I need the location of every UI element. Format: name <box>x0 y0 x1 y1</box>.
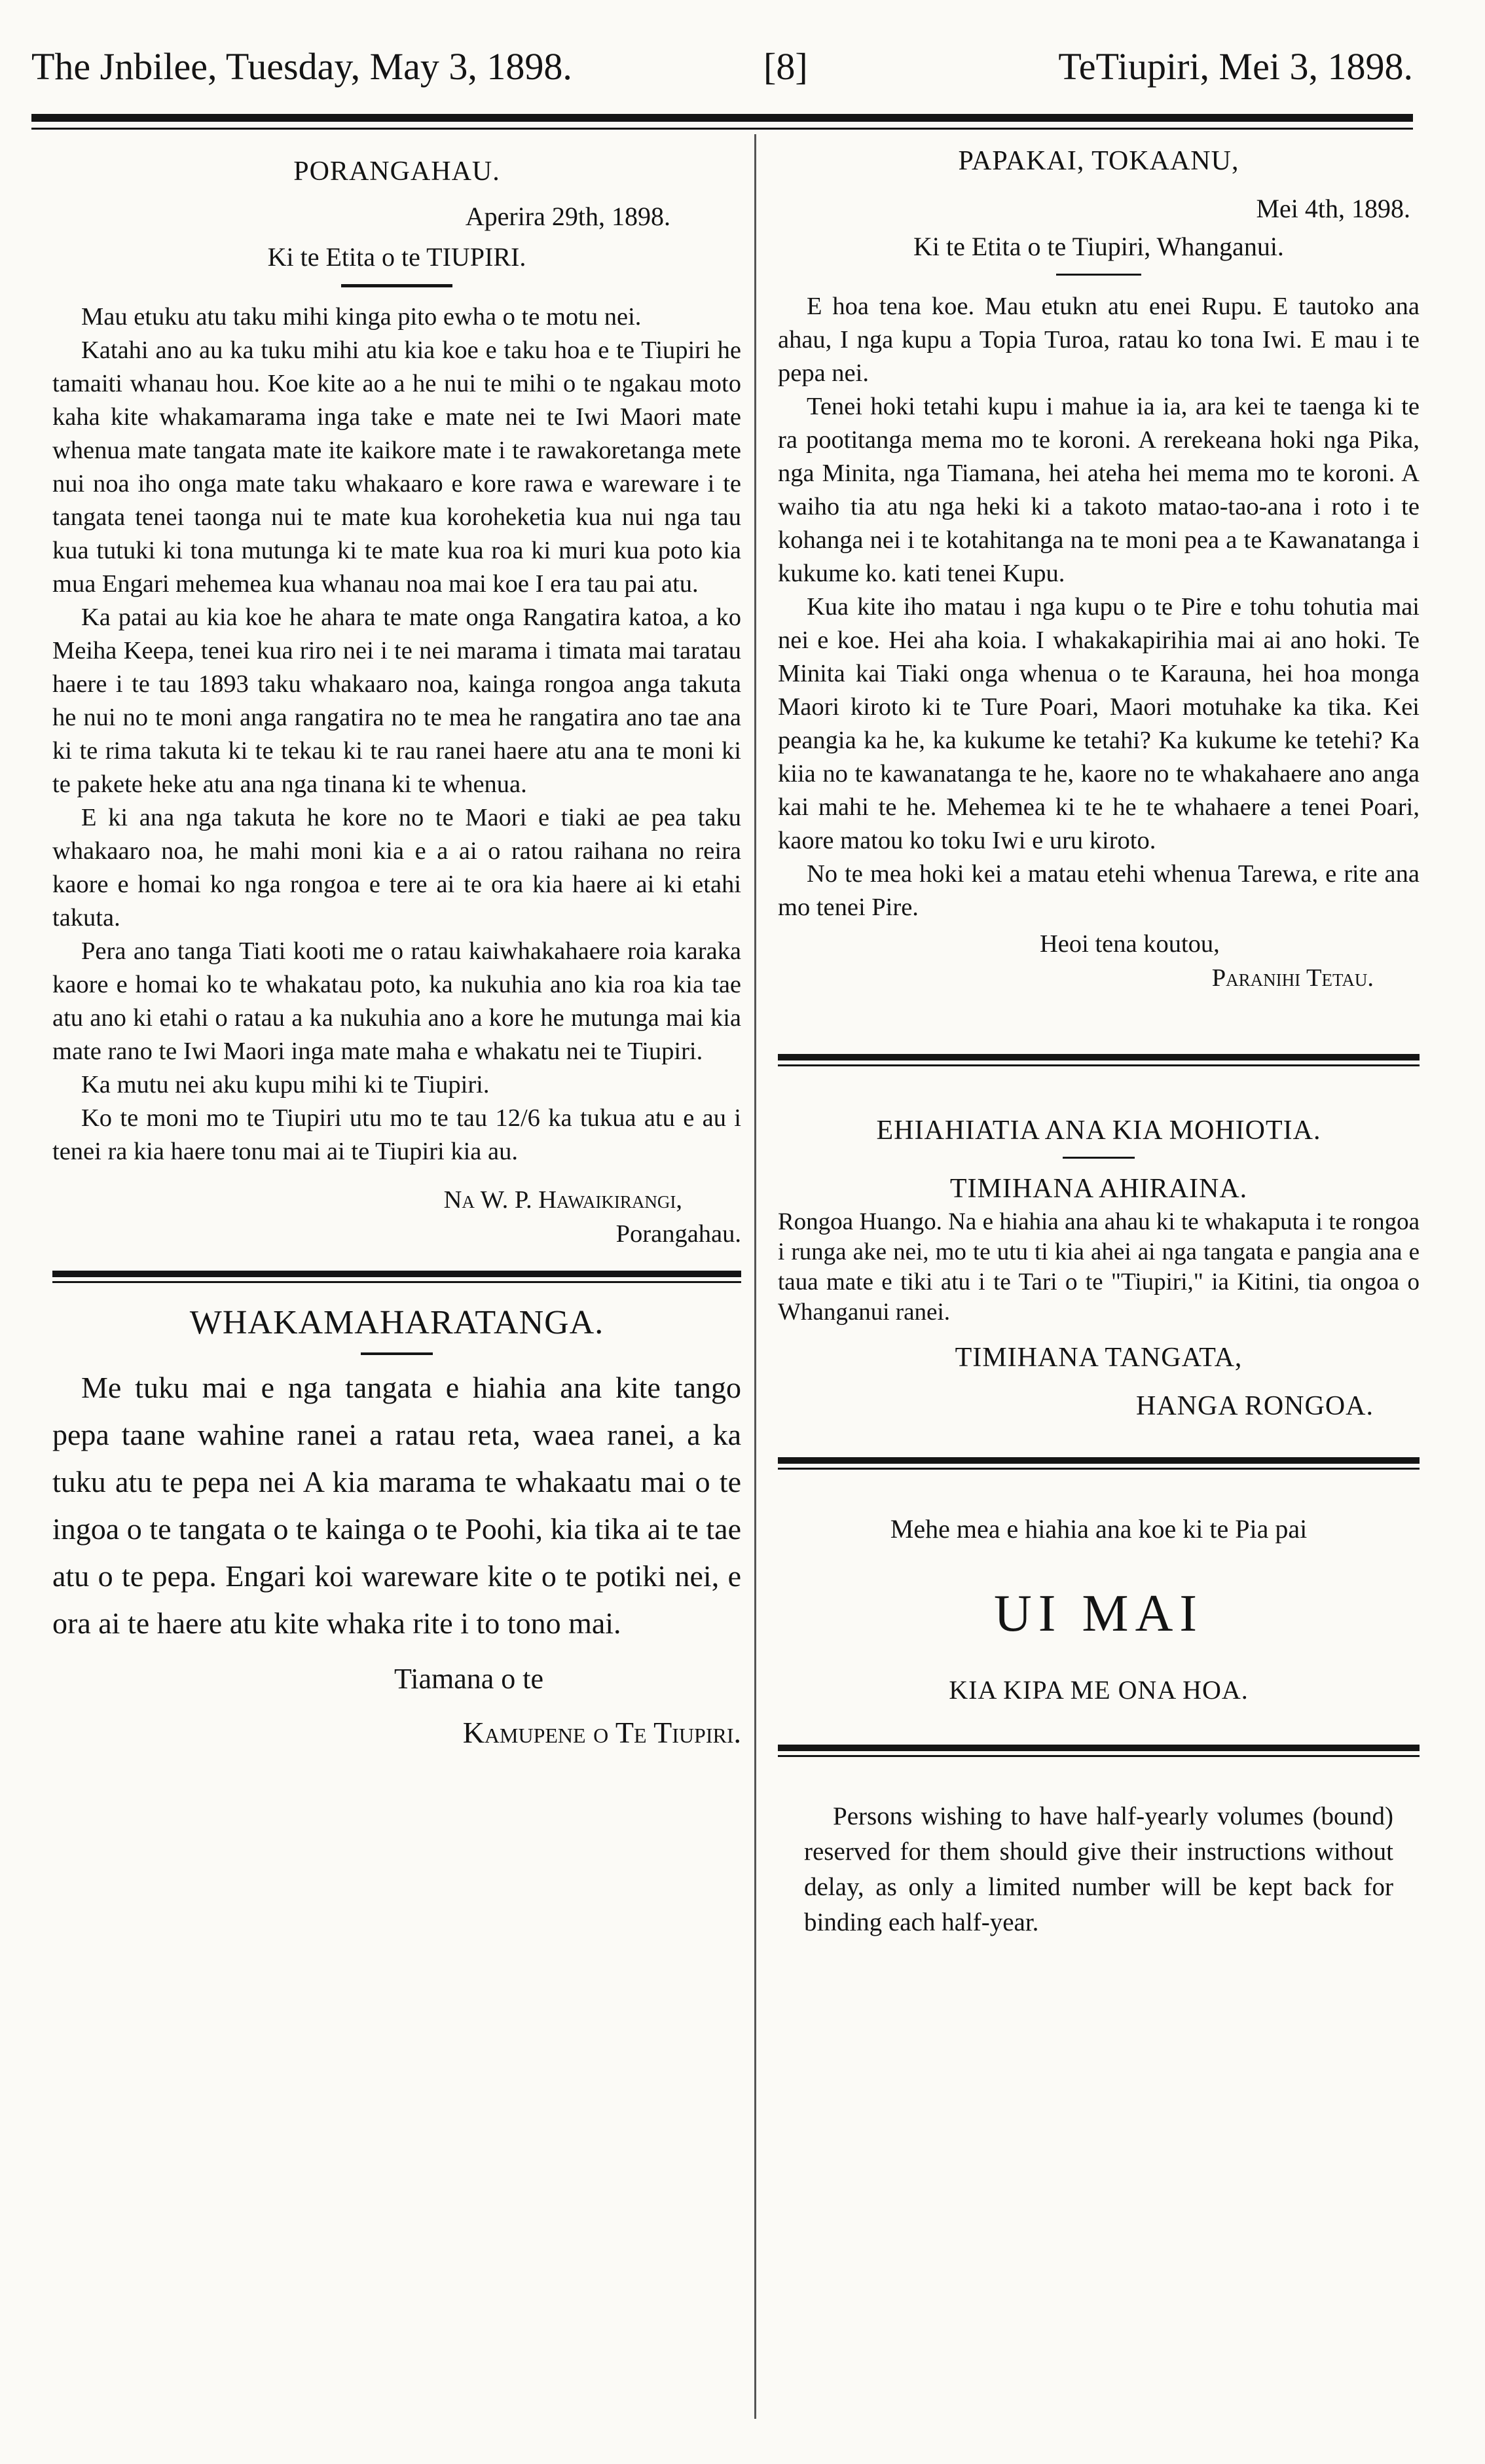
section-rule <box>778 1457 1420 1470</box>
notice-signature-line-2: HANGA RONGOA. <box>1135 1391 1374 1421</box>
heading-rule <box>1063 1157 1135 1159</box>
column-divider <box>754 134 756 2419</box>
notice-signature-line-1: TIMIHANA TANGATA, <box>955 1343 1243 1373</box>
section-rule <box>52 1271 741 1283</box>
ehiahiatia-notice <box>778 1112 1420 1424</box>
ui-mai-advert <box>778 1512 1420 1708</box>
whakamaharatanga-notice <box>52 1300 741 1754</box>
porangahau-letter <box>52 153 741 1251</box>
advert-line-1: Mehe mea e hiahia ana koe ki te Pia pai <box>890 1514 1308 1544</box>
paragraph: Pera ano tanga Tiati kooti me o ratau kaiwhakahaere roia karaka kaore e homai ko te whakatau poto, ka nukuhia ano kia roa kia tae atu ano ki etahi o ratau a ka nukuhia ano a kore he mutunga mai kia mate rano te Iwi Maori inga mate maha e whakatu nei te Tiupiri. <box>52 937 741 1065</box>
paragraph: Mau etuku atu taku mihi kinga pito ewha o te motu nei. <box>81 303 642 331</box>
notice-body <box>778 1799 1420 1940</box>
paragraph: Tenei hoki tetahi kupu i mahue ia ia, ara kei te taenga ki te ra pootitanga mema mo te koroni. A rerekeana hoki nga Pika, nga Minita, nga Tiamana, hei ateha hei mema mo te koroni. A waiho tia atu nga heki ki a takoto matao-tao-ana i roto i te kohanga nei i te kotahitanga na te moni pea a te Kawanatanga i kukume ko. kati tenei Kupu. <box>778 393 1420 587</box>
letter-dateline: Mei 4th, 1898. <box>1256 194 1410 223</box>
masthead-rule <box>31 114 1413 122</box>
paragraph: No te mea hoki kei a matau etehi whenua Tarewa, e rite ana mo tenei Pire. <box>778 860 1420 921</box>
paragraph: E ki ana nga takuta he kore no te Maori e tiaki ae pea taku whakaaro noa, he mahi moni kia e a ai o ratou raihana no reira kaore e homai ko nga rongoa e tere ai te ora kia haere ai ki etahi takuta. <box>52 804 741 932</box>
letter-salutation: Ki te Etita o te Tiupiri, Whanganui. <box>913 232 1284 261</box>
section-rule <box>778 1054 1420 1066</box>
section-rule <box>778 1745 1420 1757</box>
letter-body <box>778 290 1420 924</box>
notice-signature-line-2: Kamupene o Te Tiupiri. <box>462 1716 741 1749</box>
paragraph: Me tuku mai e nga tangata e hiahia ana kite tango pepa taane wahine ranei a ratau reta, waea ranei, a ka tuku atu te pepa nei A kia marama te whakaatu mai o te ingoa o te tangata o te kainga o te Poohi, kia tika ai te tae atu o te pepa. Engari koi wareware kite o te potiki nei, e ora ai te haere atu kite whaka rite i to tono mai. <box>52 1371 741 1640</box>
letter-body <box>52 300 741 1169</box>
masthead <box>31 45 1413 103</box>
right-column <box>778 143 1420 1940</box>
letter-signature-place: Porangahau. <box>615 1220 741 1248</box>
paragraph: Ka mutu nei aku kupu mihi ki te Tiupiri. <box>81 1071 490 1098</box>
paragraph: Ko te moni mo te Tiupiri utu mo te tau 12/6 ka tukua atu e au i tenei ra kia haere tonu mai ai te Tiupiri kia au. <box>52 1104 741 1165</box>
paragraph: Persons wishing to have half-yearly volumes (bound) reserved for them should give their instructions without delay, as only a limited number will be kept back for binding each half-year. <box>804 1802 1393 1936</box>
heading-rule <box>1056 274 1141 276</box>
left-column <box>52 143 741 1754</box>
paragraph: E hoa tena koe. Mau etukn atu enei Rupu. E tautoko ana ahau, I nga kupu a Topia Turoa, ratau ko tona Iwi. E mau i te pepa nei. <box>778 293 1420 387</box>
letter-signature: Na W. P. Hawaikirangi, <box>443 1186 682 1214</box>
masthead-left-title: The Jnbilee, Tuesday, May 3, 1898. <box>31 45 572 88</box>
letter-heading: PAPAKAI, TOKAANU, <box>958 146 1239 176</box>
binding-notice <box>778 1799 1420 1940</box>
heading-rule <box>341 284 452 287</box>
paragraph: Katahi ano au ka tuku mihi atu kia koe e taku hoa e te Tiupiri he tamaiti whanau hou. Koe kite ao a he nui te mihi o te ngakau moto kaha kite whakamarama inga take e mate nei te Iwi Maori mate whenua mate tangata mate ite kaikore mate i te rawakoretanga mete nui noa iho onga mate taku whakaaro e kore rawa e wareware i te tangata tenei taonga nui te mate kua koroheketia kua nui nga tau kua tutuki ki tona mutunga ki te mate kua roa ki muri kua poto kia mua Engari mehemea kua whanau noa mai koe I era tau pai atu. <box>52 336 741 598</box>
letter-closing: Heoi tena koutou, <box>1040 930 1220 958</box>
letter-salutation: Ki te Etita o te TIUPIRI. <box>267 242 526 272</box>
advert-line-2: KIA KIPA ME ONA HOA. <box>949 1675 1249 1705</box>
paragraph: Ka patai au kia koe he ahara te mate onga Rangatira katoa, a ko Meiha Keepa, tenei kua riro nei i te nei marama i timata mai taratau haere i te tau 1893 taku whakaaro noa, kainga rongoa anga takuta he nui no te moni anga rangatira no te mea he rangatira ano tae ana ki te rima takuta ki te tekau ki te rau ranei haere atu ana te moni ki te pakete heke atu ana nga tinana ki te whenua. <box>52 604 741 798</box>
notice-body <box>52 1364 741 1647</box>
notice-heading: EHIAHIATIA ANA KIA MOHIOTIA. <box>876 1115 1321 1146</box>
masthead-page-number: [8] <box>763 45 808 88</box>
letter-signature: Paranihi Tetau. <box>1211 964 1374 992</box>
notice-heading: WHAKAMAHARATANGA. <box>189 1304 604 1341</box>
letter-dateline: Aperira 29th, 1898. <box>465 202 670 231</box>
notice-signature-line-1: Tiamana o te <box>394 1663 544 1695</box>
masthead-rule-thin <box>31 128 1413 130</box>
notice-body <box>778 1207 1420 1328</box>
papakai-letter <box>778 143 1420 995</box>
advert-title: UI MAI <box>994 1585 1203 1642</box>
paragraph: Rongoa Huango. Na e hiahia ana ahau ki te whakaputa i te rongoa i runga ake nei, mo te utu ti kia ahei ai nga tangata e pangia ana e taua mate e tiki atu i te Tari o te "Tiupiri," ia Kitini, tia ongoa o Whanganui ranei. <box>778 1208 1420 1326</box>
heading-rule <box>361 1352 433 1355</box>
notice-subheading: TIMIHANA AHIRAINA. <box>949 1174 1248 1204</box>
letter-heading: PORANGAHAU. <box>293 156 500 187</box>
masthead-right-title: TeTiupiri, Mei 3, 1898. <box>1058 45 1413 88</box>
paragraph: Kua kite iho matau i nga kupu o te Pire e tohu tohutia mai nei e koe. Hei aha koia. I whakakapirihia mai ai ano hoki. Te Minita kai Tiaki onga whenua o te Karauna, hei hoa monga Maori kiroto ki te Ture Poari, Maori motuhake ka tika. Kei peangia ka he, ka kukume ke tetahi? Ka kukume ke tetehi? Ka kiia no te kawanatanga te he, kaore no te whakahaere ano anga kai mahi te he. Mehemea ki te he te whahaere a tenei Poari, kaore matou ko toku Iwi e uru kiroto. <box>778 593 1420 854</box>
